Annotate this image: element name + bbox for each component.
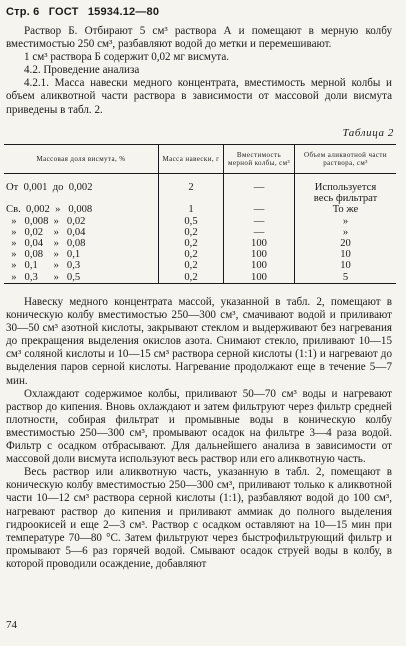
paragraph-cooling-filtering: Охлаждают содержимое колбы, приливают 50—70 см³ воды и нагревают раствор до кипения. Вновь охлаждают и затем фильтруют через фильтр средней плотности, собирая фильтрат и промывные воды в коническую колбу вместимостью 250—300 см³, промывают осадок на фильтре 3—4 раза водой. Фильтр с осадком отбрасывают. Для дальнейшего анализа в зависимости от массовой доли висмута используют весь раствор или его аликвотную часть. (6, 387, 392, 466)
section-heading: 4.2. Проведение анализа (24, 64, 140, 77)
cell-flask: — (224, 204, 295, 215)
table-header-row (4, 145, 396, 174)
cell-mass: 0,2 (159, 272, 224, 284)
body-text (6, 296, 392, 571)
cell-aliquot: 10 (295, 249, 397, 260)
cell-fraction: » 0,02 » 0,04 (6, 226, 86, 238)
cell-flask: 100 (224, 238, 295, 249)
cell-flask: — (224, 182, 295, 193)
header-sample-mass: Масса навески, г (159, 145, 224, 174)
bismuth-table (4, 144, 396, 284)
gost-label: ГОСТ (48, 6, 79, 18)
cell-fraction: » 0,3 » 0,5 (6, 271, 81, 283)
cell-mass (159, 193, 224, 204)
cell-flask: 100 (224, 260, 295, 271)
cell-mass: 0,5 (159, 216, 224, 227)
paragraph-solution-b-content: 1 см³ раствора Б содержит 0,02 мг висмута. (24, 51, 230, 64)
cell-aliquot: То же (295, 204, 397, 215)
cell-aliquot: » (295, 216, 397, 227)
table-row (4, 238, 396, 249)
cell-flask: — (224, 227, 295, 238)
table-row (4, 216, 396, 227)
cell-fraction: » 0,008 » 0,02 (6, 215, 86, 227)
page-header (6, 6, 165, 18)
cell-flask (224, 193, 295, 204)
page-number: 74 (6, 619, 17, 631)
cell-mass: 2 (159, 182, 224, 193)
table-row (4, 272, 396, 284)
cell-aliquot: Используется (295, 182, 397, 193)
cell-fraction: От 0,001 до 0,002 (6, 182, 93, 193)
cell-mass: 1 (159, 204, 224, 215)
header-mass-fraction: Массовая доля висмута, % (4, 145, 159, 174)
paragraph-sample-dissolution: Навеску медного концентрата массой, указанной в табл. 2, помещают в коническую колбу вместимостью 250—300 см³, смачивают водой и приливают 30—50 см³ азотной кислоты, закрывают стеклом и выдерживают без нагревания до прекращения выделения окислов азота. Снимают стекло, приливают 10—15 см³ соляной кислоты и 10—15 см³ раствора серной кислоты (1:1) и нагревают до выделения паров серной кислоты. Нагревание продолжают еще в течение 5—7 мин. (6, 296, 392, 387)
table-caption: Таблица 2 (342, 127, 394, 139)
cell-flask: 100 (224, 249, 295, 260)
page-label: Стр. 6 (6, 6, 40, 18)
cell-fraction (4, 193, 159, 204)
cell-flask: 100 (224, 272, 295, 284)
table-row (4, 182, 396, 193)
cell-aliquot: весь фильтрат (295, 193, 397, 204)
cell-aliquot: 10 (295, 260, 397, 271)
table-row (4, 249, 396, 260)
cell-fraction: » 0,08 » 0,1 (6, 249, 81, 261)
paragraph-solution-b: Раствор Б. Отбирают 5 см³ раствора А и помещают в мерную колбу вместимостью 250 см³, разбавляют водой до метки и перемешивают. (6, 25, 392, 51)
cell-aliquot: » (295, 227, 397, 238)
cell-mass: 0,2 (159, 249, 224, 260)
cell-fraction: » 0,1 » 0,3 (6, 260, 81, 272)
cell-aliquot: 20 (295, 238, 397, 249)
table-row (4, 204, 396, 215)
cell-fraction: Св. 0,002 » 0,008 (6, 204, 93, 216)
cell-mass: 0,2 (159, 227, 224, 238)
cell-aliquot: 5 (295, 272, 397, 284)
header-flask-volume: Вместимость мерной колбы, см³ (224, 145, 295, 174)
table-row (4, 260, 396, 271)
cell-flask: — (224, 216, 295, 227)
header-aliquot-volume: Объем аликвотной части раствора, см³ (295, 145, 397, 174)
cell-mass: 0,2 (159, 238, 224, 249)
intro-text (6, 25, 392, 117)
paragraph-precipitation: Весь раствор или аликвотную часть, указанную в табл. 2, помещают в коническую колбу вместимостью 250—300 см³, приливают только к аликвотной части 10—12 см³ раствора серной кислоты (1:1), разбавляют водой до 100 см³, нагревают раствор до кипения и приливают аммиак до полного выделения гидроокисей и еще 2—3 см³. Раствор с осадком оставляют на 10—15 мин при температуре 70—80 °С. Затем фильтруют через быстрофильтрующий фильтр и промывают 5—6 раз горячей водой. Смывают осадок струей воды в колбу, в которой проводили осаждение, добавляют (6, 466, 392, 570)
standard-number: 15934.12—80 (87, 6, 160, 18)
paragraph-4-2-1: 4.2.1. Масса навески медного концентрата, вместимость мерной колбы и объем аликвотной части раствора в зависимости от массовой доли висмута приведены в табл. 2. (6, 77, 392, 116)
cell-fraction: » 0,04 » 0,08 (6, 238, 86, 250)
table-row (4, 193, 396, 204)
table-row (4, 227, 396, 238)
cell-mass: 0,2 (159, 260, 224, 271)
